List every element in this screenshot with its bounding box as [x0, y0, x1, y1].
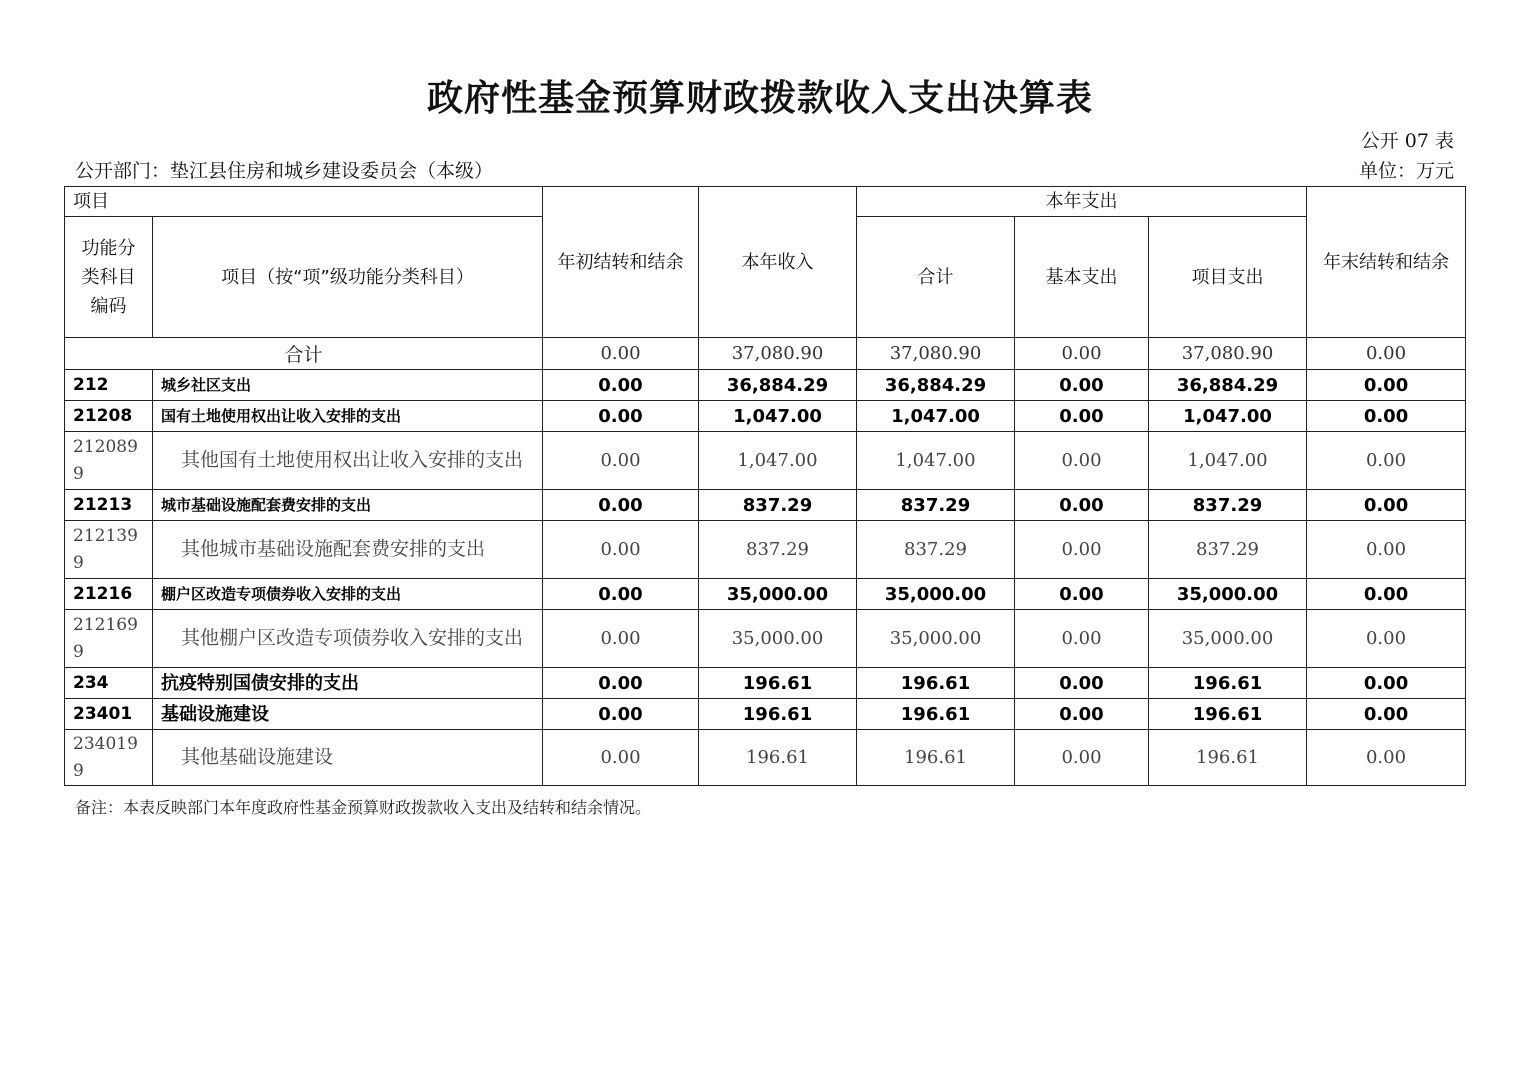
- row-value: 196.61: [699, 699, 857, 730]
- header-income: 本年收入: [699, 187, 857, 338]
- row-value: 196.61: [699, 730, 857, 786]
- row-value: 1,047.00: [1149, 432, 1307, 490]
- row-value: 0.00: [1015, 521, 1149, 579]
- row-value: 36,884.29: [857, 370, 1015, 401]
- row-value: 196.61: [857, 730, 1015, 786]
- row-value: 0.00: [1307, 668, 1466, 699]
- row-code: 21208: [65, 401, 153, 432]
- unit-label: 单位：万元: [1358, 160, 1454, 182]
- row-value: 0.00: [543, 401, 699, 432]
- row-value: 0.00: [1307, 610, 1466, 668]
- row-name: 城市基础设施配套费安排的支出: [153, 490, 543, 521]
- row-name: 其他国有土地使用权出让收入安排的支出: [153, 432, 543, 490]
- row-value: 837.29: [1149, 521, 1307, 579]
- row-value: 0.00: [1015, 668, 1149, 699]
- row-name: 基础设施建设: [153, 699, 543, 730]
- table-row: [65, 668, 1466, 699]
- row-value: 0.00: [1307, 370, 1466, 401]
- row-value: 0.00: [543, 521, 699, 579]
- total-value: 37,080.90: [1149, 338, 1307, 370]
- row-value: 35,000.00: [857, 579, 1015, 610]
- table-row: [65, 490, 1466, 521]
- header-project-exp: 项目支出: [1149, 217, 1307, 338]
- row-value: 35,000.00: [699, 610, 857, 668]
- row-code: 2121699: [65, 610, 153, 668]
- row-value: 0.00: [1015, 401, 1149, 432]
- row-code: 2121399: [65, 521, 153, 579]
- total-value: 0.00: [1015, 338, 1149, 370]
- row-value: 0.00: [1307, 730, 1466, 786]
- row-value: 1,047.00: [699, 401, 857, 432]
- row-value: 36,884.29: [1149, 370, 1307, 401]
- total-label: 合计: [65, 338, 543, 370]
- row-value: 0.00: [1307, 432, 1466, 490]
- row-value: 196.61: [699, 668, 857, 699]
- row-code: 212: [65, 370, 153, 401]
- table-row: [65, 579, 1466, 610]
- row-value: 35,000.00: [699, 579, 857, 610]
- table-row: [65, 730, 1466, 786]
- row-name: 城乡社区支出: [153, 370, 543, 401]
- row-value: 35,000.00: [1149, 610, 1307, 668]
- row-value: 0.00: [543, 490, 699, 521]
- row-value: 0.00: [1307, 401, 1466, 432]
- row-value: 196.61: [1149, 668, 1307, 699]
- footnote: 备注：本表反映部门本年度政府性基金预算财政拨款收入支出及结转和结余情况。: [75, 798, 652, 817]
- row-value: 0.00: [543, 370, 699, 401]
- row-value: 0.00: [543, 579, 699, 610]
- row-value: 196.61: [1149, 699, 1307, 730]
- row-value: 1,047.00: [857, 401, 1015, 432]
- row-value: 0.00: [543, 730, 699, 786]
- header-end-balance: 年末结转和结余: [1307, 187, 1466, 338]
- row-name: 国有土地使用权出让收入安排的支出: [153, 401, 543, 432]
- row-code: 234: [65, 668, 153, 699]
- row-value: 0.00: [1307, 490, 1466, 521]
- table-row: [65, 370, 1466, 401]
- row-code: 21216: [65, 579, 153, 610]
- row-value: 196.61: [857, 699, 1015, 730]
- row-code: 23401: [65, 699, 153, 730]
- row-value: 0.00: [1015, 579, 1149, 610]
- total-value: 37,080.90: [857, 338, 1015, 370]
- header-basic: 基本支出: [1015, 217, 1149, 338]
- total-value: 0.00: [1307, 338, 1466, 370]
- row-value: 35,000.00: [857, 610, 1015, 668]
- header-item-name: 项目（按“项”级功能分类科目）: [153, 217, 543, 338]
- row-code: 21213: [65, 490, 153, 521]
- row-value: 837.29: [857, 521, 1015, 579]
- row-value: 35,000.00: [1149, 579, 1307, 610]
- budget-table: [64, 186, 1466, 786]
- table-row: [65, 699, 1466, 730]
- row-value: 0.00: [1015, 432, 1149, 490]
- row-name: 抗疫特别国债安排的支出: [153, 668, 543, 699]
- header-func-code: 功能分类科目编码: [65, 217, 153, 338]
- table-row: [65, 521, 1466, 579]
- row-value: 0.00: [1307, 699, 1466, 730]
- row-name: 棚户区改造专项债券收入安排的支出: [153, 579, 543, 610]
- row-value: 1,047.00: [1149, 401, 1307, 432]
- row-value: 196.61: [857, 668, 1015, 699]
- row-value: 196.61: [1149, 730, 1307, 786]
- header-project: 项目: [65, 187, 543, 217]
- row-name: 其他棚户区改造专项债券收入安排的支出: [153, 610, 543, 668]
- header-expense: 本年支出: [857, 187, 1307, 217]
- row-value: 0.00: [1015, 699, 1149, 730]
- row-value: 0.00: [543, 699, 699, 730]
- table-row: [65, 432, 1466, 490]
- row-value: 837.29: [699, 490, 857, 521]
- row-value: 0.00: [1015, 370, 1149, 401]
- row-code: 2340199: [65, 730, 153, 786]
- table-code: 公开 07 表: [1360, 130, 1454, 152]
- total-value: 37,080.90: [699, 338, 857, 370]
- row-value: 36,884.29: [699, 370, 857, 401]
- total-value: 0.00: [543, 338, 699, 370]
- row-name: 其他城市基础设施配套费安排的支出: [153, 521, 543, 579]
- department-label: 公开部门：垫江县住房和城乡建设委员会（本级）: [75, 160, 494, 182]
- row-value: 1,047.00: [699, 432, 857, 490]
- row-value: 0.00: [1015, 730, 1149, 786]
- header-begin-balance: 年初结转和结余: [543, 187, 699, 338]
- page-title: 政府性基金预算财政拨款收入支出决算表: [426, 78, 1093, 119]
- table-row: [65, 610, 1466, 668]
- row-value: 0.00: [543, 432, 699, 490]
- row-value: 0.00: [1015, 610, 1149, 668]
- row-value: 837.29: [699, 521, 857, 579]
- row-code: 2120899: [65, 432, 153, 490]
- row-name: 其他基础设施建设: [153, 730, 543, 786]
- header-expense-total: 合计: [857, 217, 1015, 338]
- row-value: 1,047.00: [857, 432, 1015, 490]
- row-value: 837.29: [1149, 490, 1307, 521]
- row-value: 0.00: [543, 668, 699, 699]
- table-row: [65, 401, 1466, 432]
- row-value: 0.00: [1307, 521, 1466, 579]
- row-value: 0.00: [1307, 579, 1466, 610]
- row-value: 837.29: [857, 490, 1015, 521]
- row-value: 0.00: [543, 610, 699, 668]
- row-value: 0.00: [1015, 490, 1149, 521]
- total-row: [65, 338, 1466, 370]
